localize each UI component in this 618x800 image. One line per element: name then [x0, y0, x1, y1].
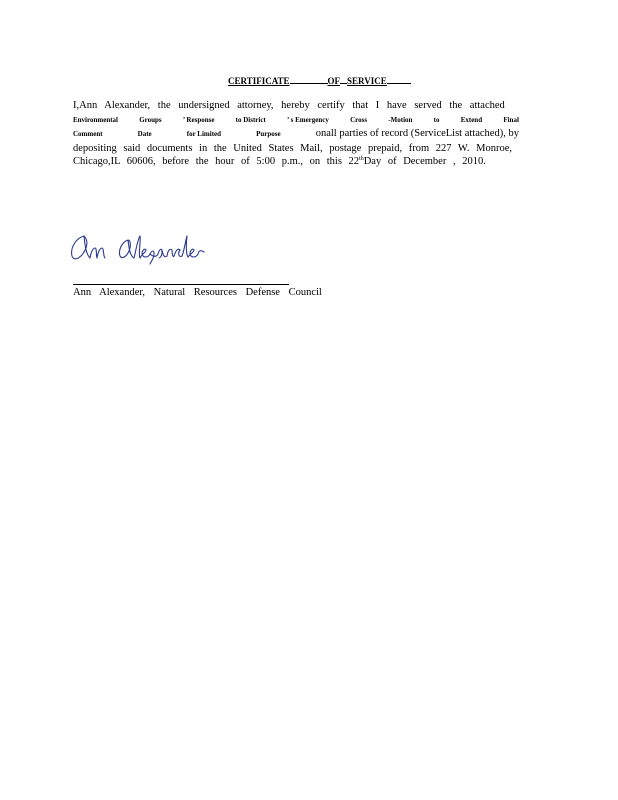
word: ’ s Emergency — [287, 116, 329, 124]
word: Extend — [460, 116, 483, 124]
title-part-certificate: CERTIFICATE — [228, 76, 290, 86]
body-line-5-start: Chicago,IL 60606, before the hour of 5:00 p.m., on this 22 — [73, 156, 360, 167]
certificate-title — [228, 75, 390, 86]
word: Final — [503, 116, 519, 124]
signer-name: Ann Alexander, Natural Resources Defense Council — [73, 287, 322, 298]
word: to District — [235, 116, 266, 124]
word: Comment — [73, 130, 103, 138]
handwritten-signature — [66, 228, 216, 268]
body-line-3-rest: onall parties of record (ServiceList attached), by — [315, 128, 519, 139]
word: ’ Response — [182, 116, 215, 124]
body-line-5 — [73, 156, 519, 167]
body-line-3 — [73, 130, 519, 141]
title-part-service: SERVICE — [347, 76, 387, 86]
body-line-2 — [73, 116, 519, 124]
word: for Limited — [186, 130, 222, 138]
word: Purpose — [256, 130, 281, 138]
word: Environmental — [73, 116, 118, 124]
body-line-4: depositing said documents in the United States Mail, postage prepaid, from 227 W. Monroe, — [73, 143, 512, 154]
word: Groups — [139, 116, 162, 124]
ordinal-suffix: th — [359, 156, 364, 162]
word: Cross — [350, 116, 368, 124]
word: to — [433, 116, 440, 124]
title-part-of: OF — [327, 76, 341, 86]
signature-line — [73, 284, 289, 285]
word: Date — [137, 130, 152, 138]
body-line-1: I,Ann Alexander, the undersigned attorney, hereby certify that I have served the attached — [73, 100, 505, 111]
word: -Motion — [388, 116, 413, 124]
body-line-5-end: Day of December , 2010. — [363, 156, 486, 167]
